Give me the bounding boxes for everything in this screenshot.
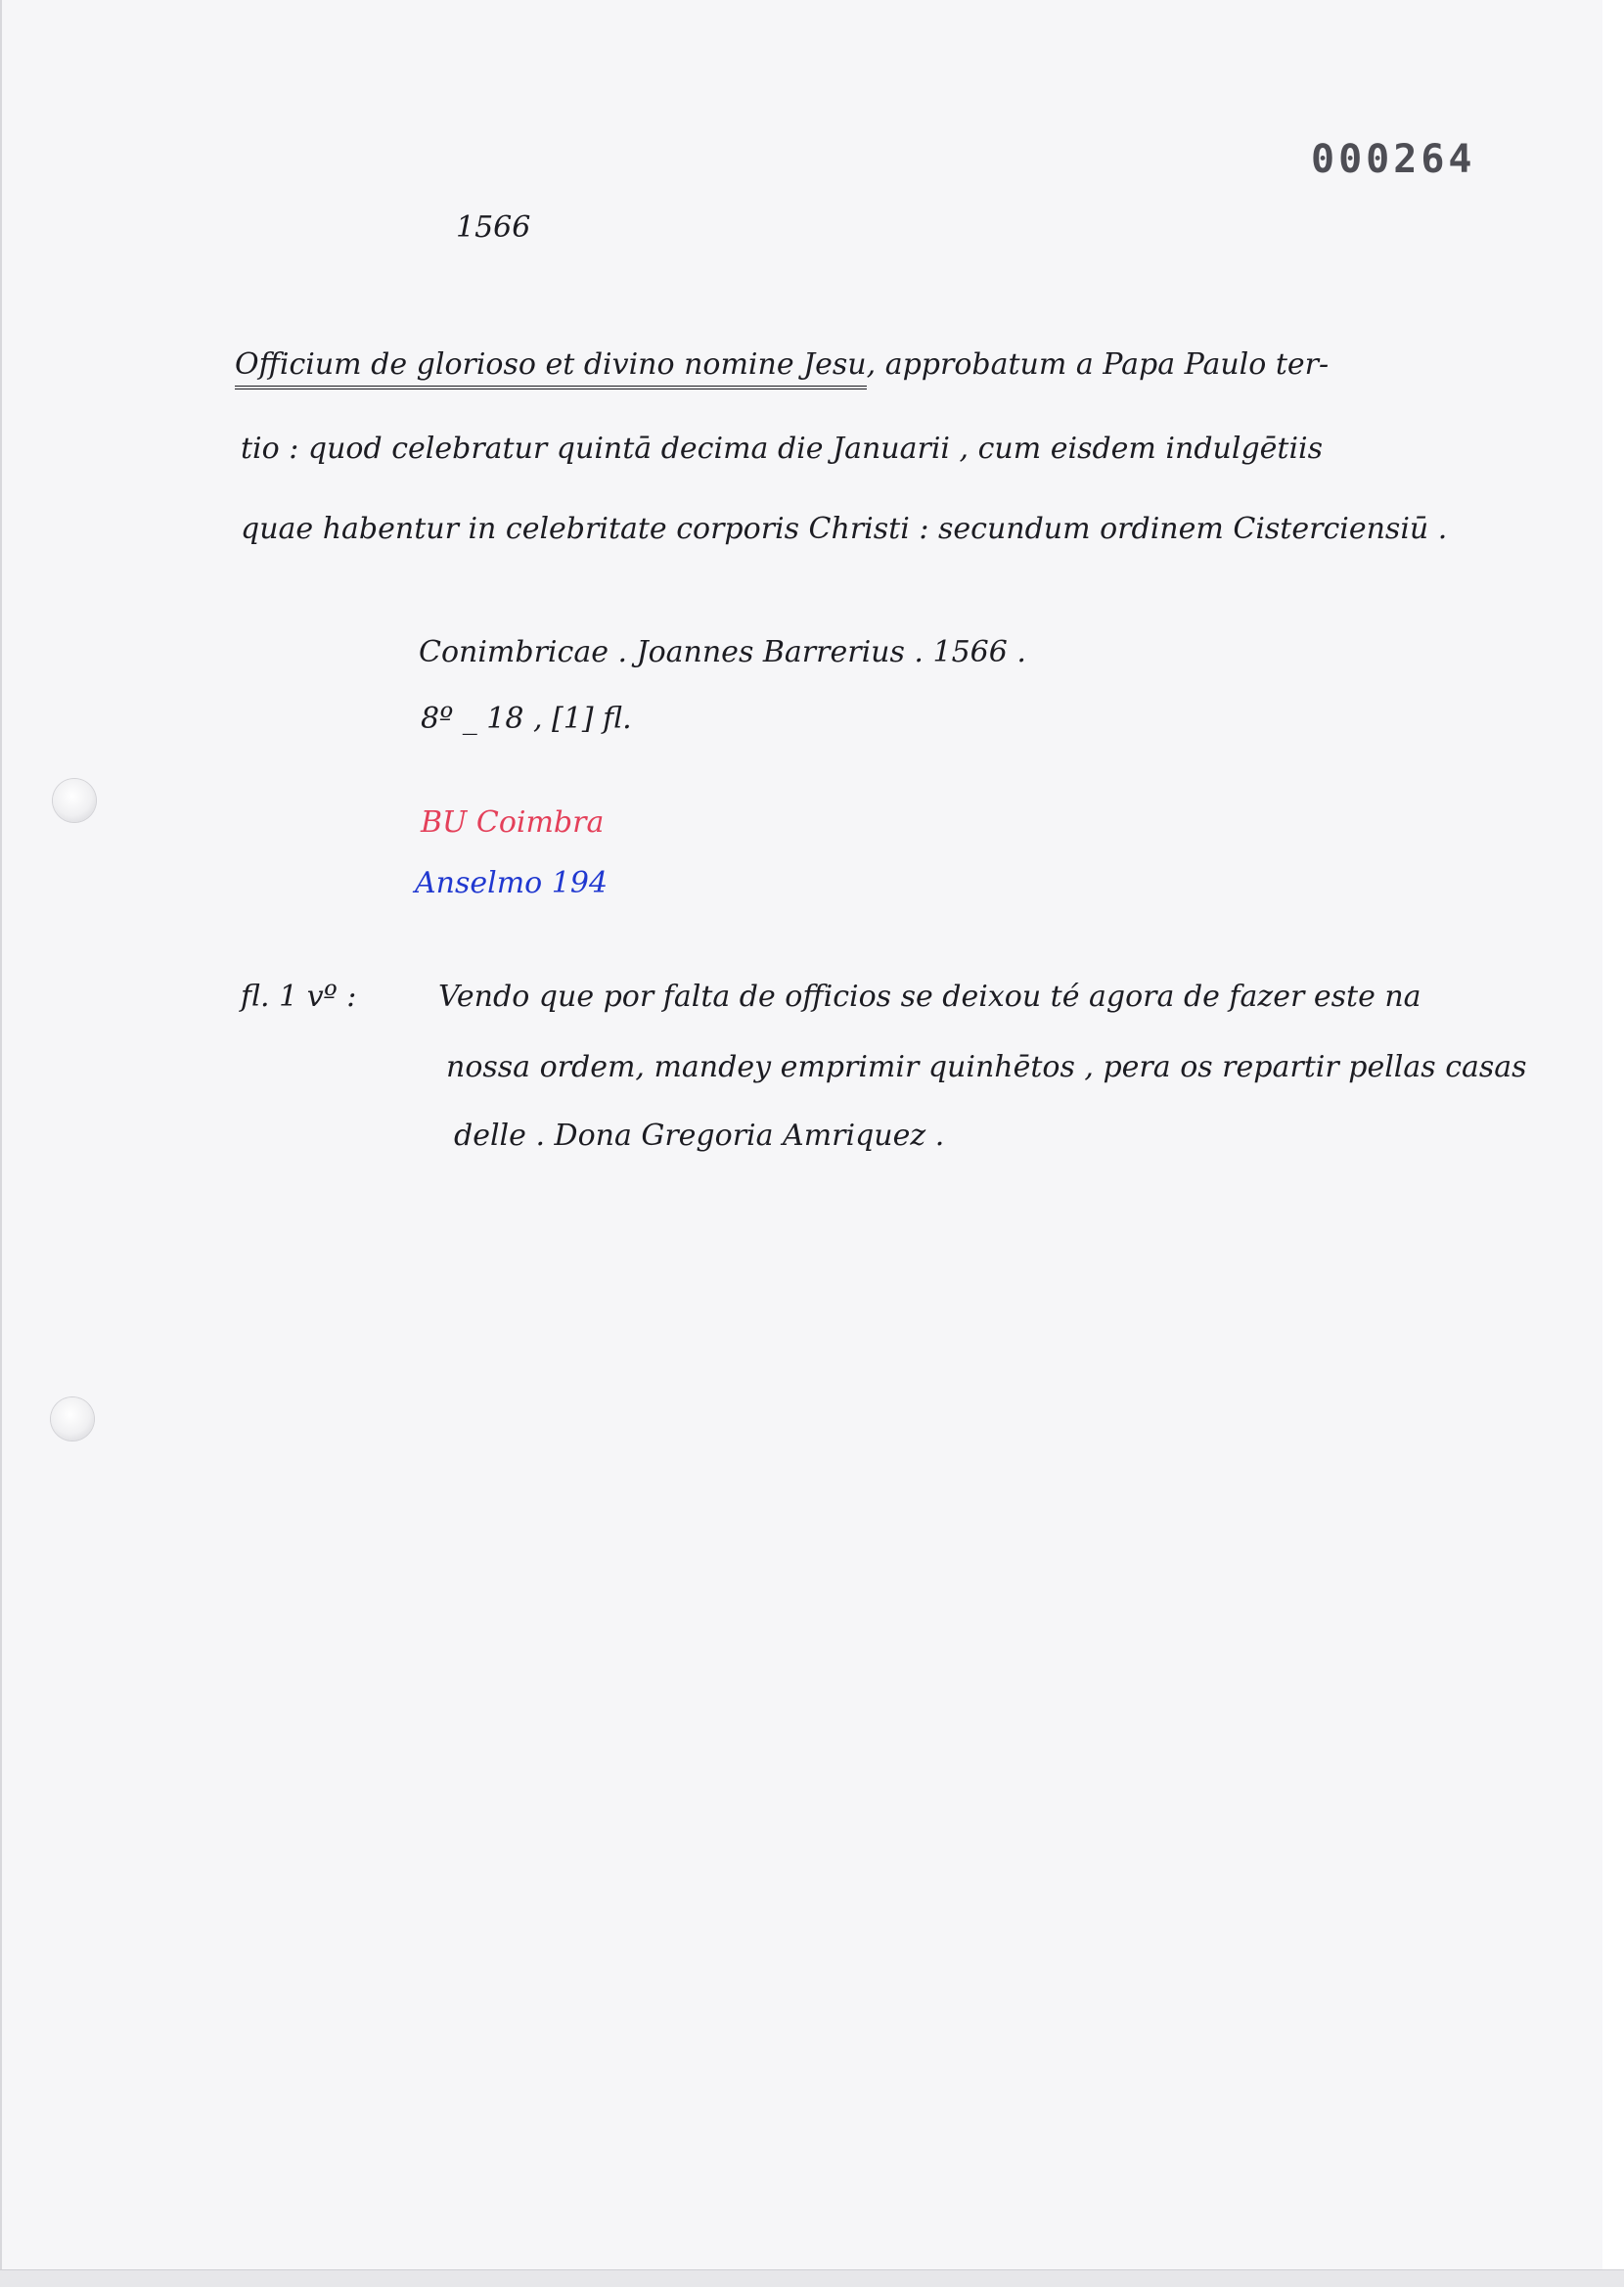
imprint: Conimbricae . Joannes Barrerius . 1566 . [419,635,1026,669]
title-underlined: Officium de glorioso et divino nomine Jesu [235,347,867,389]
punch-hole [51,1397,94,1441]
note-line-1: Vendo que por falta de officios se deixou té agora de fazer este na [438,980,1421,1014]
note-label: fl. 1 vº : [241,980,357,1014]
note-line-2: nossa ordem, mandey emprimir quinhētos , pera os repartir pellas casas [446,1050,1527,1084]
punch-hole [53,779,96,822]
title-line-1 [235,347,1330,382]
page-number-stamp: 000264 [1311,137,1476,182]
holding-library: BU Coimbra [421,805,605,840]
title-line-3: quae habentur in celebritate corporis Christi : secundum ordinem Cisterciensiū . [241,512,1448,546]
note-line-3: delle . Dona Gregoria Amriquez . [454,1119,945,1153]
title-line-1-rest: , approbatum a Papa Paulo ter- [866,347,1330,382]
collation: 8º _ 18 , [1] fl. [421,702,632,736]
title-line-2: tio : quod celebratur quintā decima die Januarii , cum eisdem indulgētiis [241,432,1324,466]
page-edge-bottom [0,2269,1624,2287]
holding-reference: Anselmo 194 [415,866,609,900]
page-edge-right [1602,0,1624,2287]
publication-year: 1566 [456,210,531,245]
